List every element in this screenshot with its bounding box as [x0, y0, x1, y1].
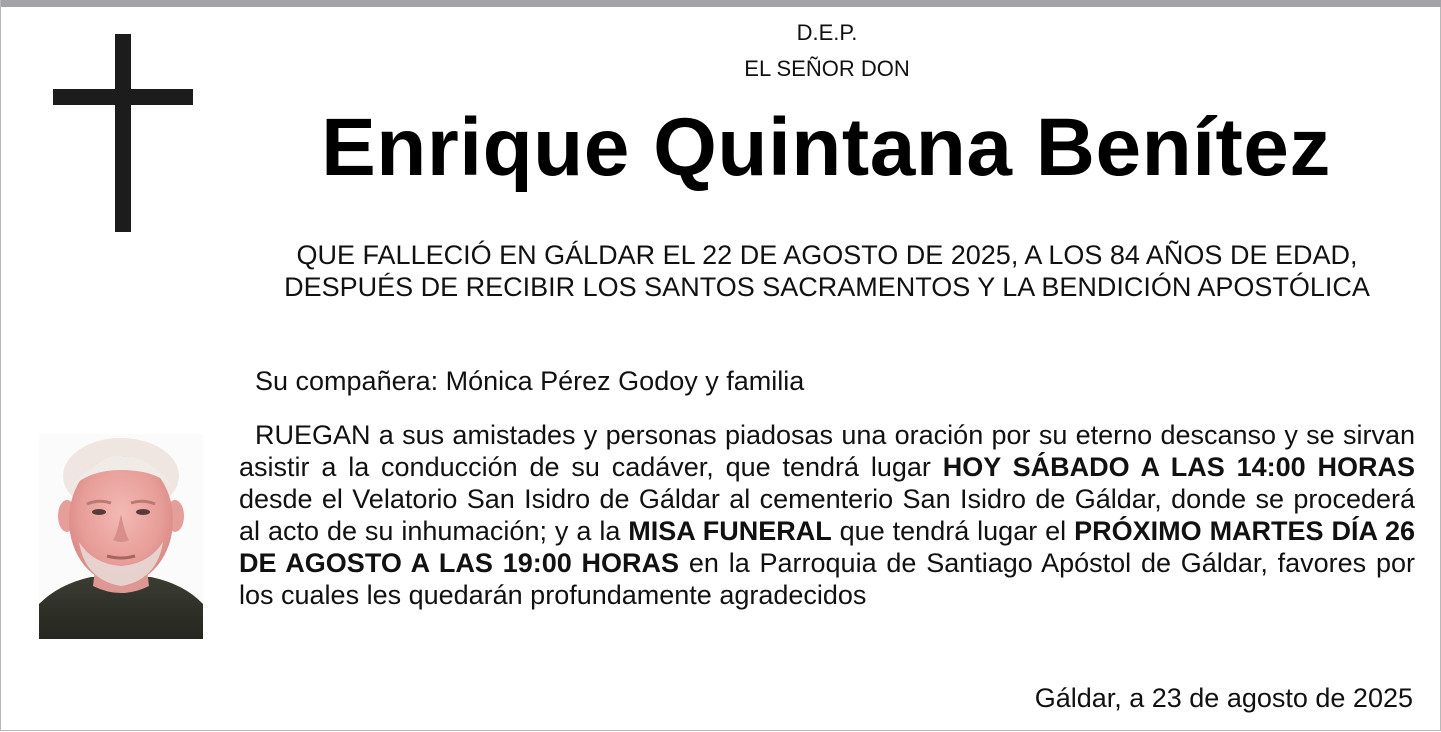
mass-label: MISA FUNERAL: [628, 516, 832, 546]
mass-time: PRÓXIMO MARTES DÍA 26 DE AGOSTO A LAS 19:00 HORAS: [239, 516, 1415, 578]
request-text-part1: RUEGAN a sus amistades y personas piadosas una oración por su eterno descanso y se sirvan asistir a la conducción de su cadáver, que tendrá lugar: [239, 420, 1415, 482]
request-text-part4: en la Parroquia de Santiago Apóstol de Gáldar, favores por los cuales les quedarán profundamente agradecidos: [239, 548, 1416, 610]
request-text-part2: desde el Velatorio San Isidro de Gáldar al cementerio San Isidro de Gáldar, donde se procederá al acto de su inhumación; y a la: [239, 484, 1415, 546]
request-text-part3: que tendrá lugar el: [831, 516, 1075, 546]
companion-line: Su compañera: Mónica Pérez Godoy y familia: [255, 366, 805, 396]
death-notice: QUE FALLECIÓ EN GÁLDAR EL 22 DE AGOSTO DE 2025, A LOS 84 AÑOS DE EDAD, DESPUÉS DE RECIBIR LOS SANTOS SACRAMENTOS Y LA BENDICIÓN APOSTÓLICA: [284, 240, 1370, 302]
portrait-photo: [39, 434, 203, 639]
funeral-request-text: [239, 419, 1415, 611]
honorific-line: EL SEÑOR DON: [744, 56, 910, 81]
place-date: Gáldar, a 23 de agosto de 2025: [1034, 683, 1413, 713]
top-bar: [1, 0, 1441, 7]
dep-heading: D.E.P.: [796, 20, 858, 45]
cross-icon: [53, 34, 193, 232]
burial-time: HOY SÁBADO A LAS 14:00 HORAS: [942, 452, 1416, 482]
deceased-name: Enrique Quintana Benítez: [321, 102, 1331, 193]
